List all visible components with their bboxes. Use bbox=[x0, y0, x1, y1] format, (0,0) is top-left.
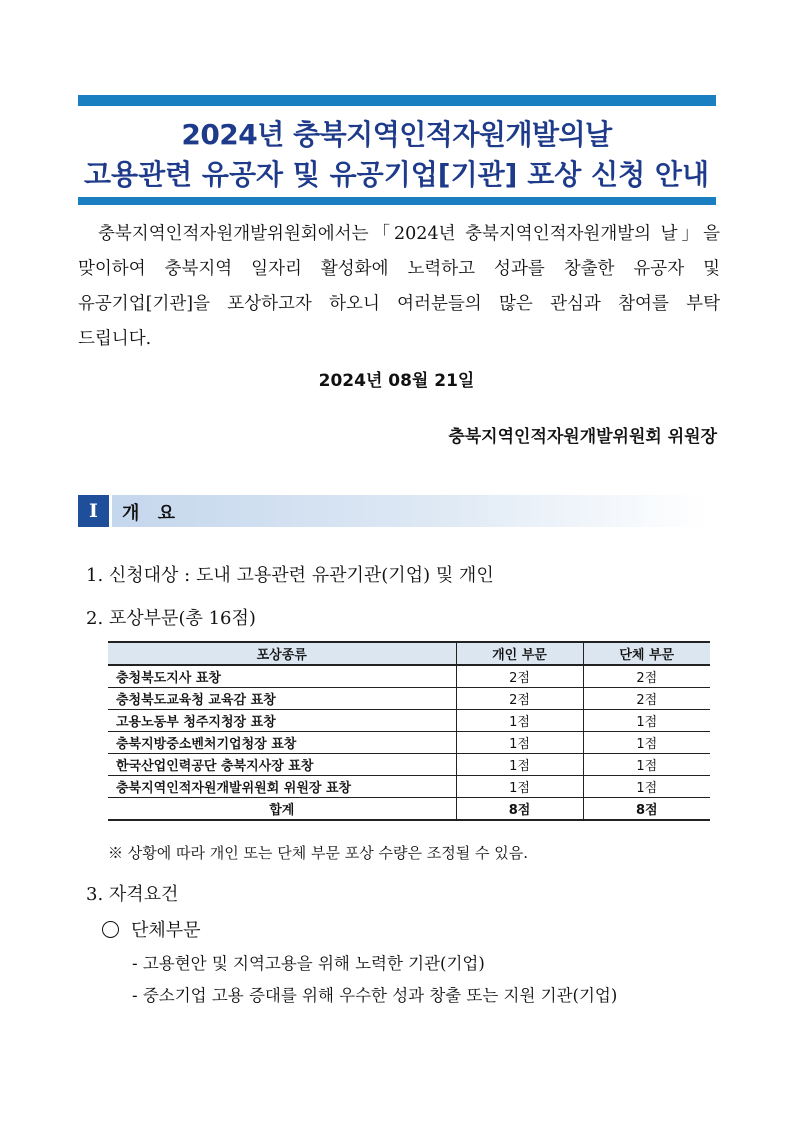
table-row bbox=[108, 776, 710, 798]
table-row bbox=[108, 710, 710, 732]
column-header: 단체 부문 bbox=[583, 642, 710, 665]
title-top-bar bbox=[78, 95, 716, 106]
page-title-line2: 고용관련 유공자 및 유공기업[기관] 포상 신청 안내 bbox=[83, 158, 710, 191]
qualifications-heading: 3. 자격요건 bbox=[86, 884, 179, 905]
circle-bullet-icon bbox=[102, 921, 119, 938]
qualification-item: - 중소기업 고용 증대를 위해 우수한 성과 창출 또는 지원 기관(기업) bbox=[132, 986, 618, 1005]
award-name: 충청북도교육청 교육감 표창 bbox=[108, 688, 456, 710]
table-total-row bbox=[108, 798, 710, 821]
table-header-row bbox=[108, 642, 710, 665]
group-category-heading bbox=[102, 916, 201, 942]
award-categories-heading: 2. 포상부문(총 16점) bbox=[86, 608, 256, 629]
page-title-line1: 2024년 충북지역인적자원개발의날 bbox=[181, 118, 612, 151]
column-header: 개인 부문 bbox=[456, 642, 583, 665]
intro-line: 드립니다. bbox=[78, 329, 152, 349]
title-bottom-bar bbox=[78, 197, 716, 205]
individual-count: 1점 bbox=[456, 776, 583, 798]
qualification-item: - 고용현안 및 지역고용을 위해 노력한 기관(기업) bbox=[132, 954, 485, 973]
intro-line: 맞이하여 충북지역 일자리 활성화에 노력하고 성과를 창출한 유공자 및 bbox=[78, 259, 720, 279]
intro-line: 유공기업[기관]을 포상하고자 하오니 여러분들의 많은 관심과 참여를 부탁 bbox=[78, 294, 720, 314]
table-row bbox=[108, 665, 710, 688]
awards-table bbox=[108, 641, 710, 821]
award-name: 고용노동부 청주지청장 표창 bbox=[108, 710, 456, 732]
individual-count: 1점 bbox=[456, 732, 583, 754]
section-number: Ⅰ bbox=[78, 495, 112, 527]
group-category-label: 단체부문 bbox=[131, 920, 201, 941]
table-row bbox=[108, 754, 710, 776]
individual-count: 1점 bbox=[456, 754, 583, 776]
intro-paragraph bbox=[78, 217, 720, 357]
individual-count: 1점 bbox=[456, 710, 583, 732]
individual-count: 2점 bbox=[456, 688, 583, 710]
award-name: 충북지방중소벤처기업청장 표창 bbox=[108, 732, 456, 754]
group-count: 1점 bbox=[583, 710, 710, 732]
intro-line: 충북지역인적자원개발위원회에서는「2024년 충북지역인적자원개발의 날」을 bbox=[98, 224, 720, 244]
total-label: 합계 bbox=[108, 798, 456, 821]
announcement-date: 2024년 08월 21일 bbox=[318, 371, 475, 391]
table-row bbox=[108, 732, 710, 754]
group-count: 1점 bbox=[583, 754, 710, 776]
group-count: 2점 bbox=[583, 688, 710, 710]
award-name: 한국산업인력공단 충북지사장 표창 bbox=[108, 754, 456, 776]
group-count: 1점 bbox=[583, 732, 710, 754]
column-header: 포상종류 bbox=[108, 642, 456, 665]
adjustment-note: ※ 상황에 따라 개인 또는 단체 부문 포상 수량은 조정될 수 있음. bbox=[108, 844, 528, 862]
award-name: 충북지역인적자원개발위원회 위원장 표창 bbox=[108, 776, 456, 798]
group-count: 2점 bbox=[583, 665, 710, 688]
award-name: 충청북도지사 표창 bbox=[108, 665, 456, 688]
group-count: 1점 bbox=[583, 776, 710, 798]
table-row bbox=[108, 688, 710, 710]
individual-count: 2점 bbox=[456, 665, 583, 688]
group-total: 8점 bbox=[583, 798, 710, 821]
individual-total: 8점 bbox=[456, 798, 583, 821]
section-title: 개 요 bbox=[122, 503, 182, 524]
section-heading bbox=[78, 495, 708, 527]
eligibility-target: 1. 신청대상 : 도내 고용관련 유관기관(기업) 및 개인 bbox=[86, 565, 494, 586]
signer: 충북지역인적자원개발위원회 위원장 bbox=[448, 427, 717, 447]
